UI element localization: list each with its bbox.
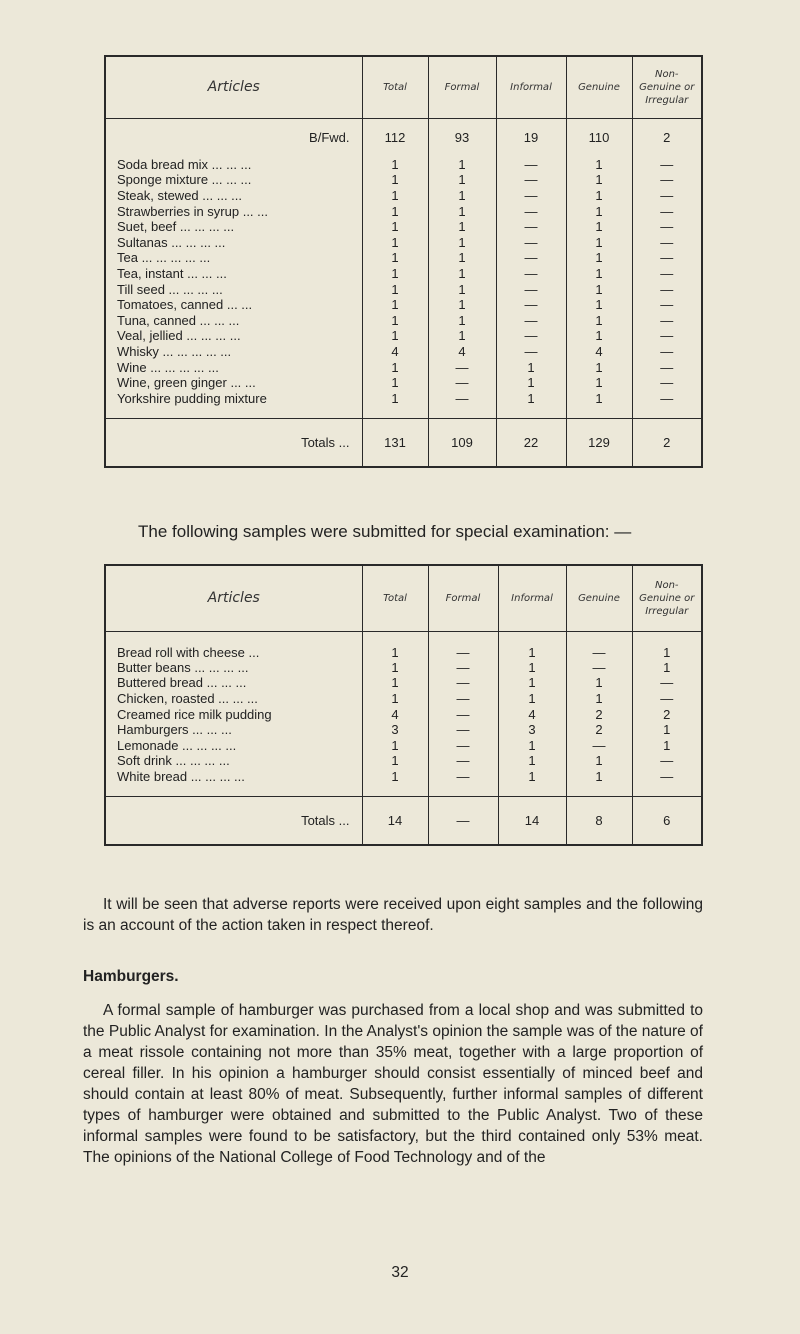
cell-article: Buttered bread ... ... ... [117, 675, 247, 691]
cell-informal: — [496, 312, 566, 328]
cell-total: 1 [362, 188, 428, 204]
cell-total: 3 [362, 722, 428, 738]
spacer-cell [362, 784, 428, 797]
cell-informal: 1 [498, 675, 566, 691]
cell-genuine: — [566, 631, 632, 660]
cell-total: 1 [362, 234, 428, 250]
cell-article: Strawberries in syrup ... ... [117, 203, 268, 219]
cell-article: Sultanas ... ... ... ... [117, 234, 226, 250]
table-row [105, 359, 702, 375]
spacer-cell [566, 406, 632, 419]
cell-total: 1 [362, 250, 428, 266]
cell-total: 4 [362, 706, 428, 722]
cell-genuine: 1 [566, 359, 632, 375]
cell-informal: 1 [498, 691, 566, 707]
cell-informal: 22 [496, 419, 566, 468]
cell-genuine: 1 [566, 266, 632, 282]
cell-nongenuine: 1 [632, 722, 702, 738]
cell-genuine: 1 [566, 219, 632, 235]
cell-genuine: 1 [566, 188, 632, 204]
cell-total: 1 [362, 172, 428, 188]
cell-genuine: 1 [566, 312, 632, 328]
cell-nongenuine: 2 [632, 419, 702, 468]
cell-total: 1 [362, 675, 428, 691]
cell-genuine: 2 [566, 706, 632, 722]
cell-nongenuine: — [632, 266, 702, 282]
cell-article: Tea, instant ... ... ... [117, 265, 227, 281]
cell-formal: — [428, 722, 498, 738]
table-row [105, 769, 702, 785]
cell-total: 14 [362, 797, 428, 846]
cell-informal: — [496, 266, 566, 282]
cell-genuine: 1 [566, 691, 632, 707]
cell-informal: 1 [498, 737, 566, 753]
table-row [105, 328, 702, 344]
cell-informal: — [496, 234, 566, 250]
cell-formal: — [428, 797, 498, 846]
cell-formal: 1 [428, 203, 496, 219]
cell-nongenuine: — [632, 769, 702, 785]
cell-label: Totals ... [105, 797, 362, 846]
spacer-cell [428, 784, 498, 797]
spacer-cell [632, 784, 702, 797]
cell-article: Soda bread mix ... ... ... [117, 156, 252, 172]
cell-informal: — [496, 281, 566, 297]
cell-genuine: 4 [566, 344, 632, 360]
cell-formal: 109 [428, 419, 496, 468]
cell-article: Till seed ... ... ... ... [117, 281, 223, 297]
adverse-reports-paragraph: It will be seen that adverse reports were received upon eight samples and the following is an account of the action taken in respect thereof. [83, 896, 703, 934]
cell-total: 1 [362, 203, 428, 219]
cell-formal: 4 [428, 344, 496, 360]
table-row [105, 691, 702, 707]
cell-total: 1 [362, 297, 428, 313]
table-row [105, 675, 702, 691]
cell-total: 1 [362, 375, 428, 391]
cell-genuine: 1 [566, 328, 632, 344]
col-header-formal: Formal [428, 565, 498, 631]
cell-total: 1 [362, 390, 428, 406]
cell-genuine: 1 [566, 297, 632, 313]
cell-formal: — [428, 390, 496, 406]
table-row [105, 312, 702, 328]
cell-nongenuine: — [632, 691, 702, 707]
special-examination-table [104, 564, 703, 846]
cell-formal: 1 [428, 312, 496, 328]
cell-genuine: 129 [566, 419, 632, 468]
cell-article: Tea ... ... ... ... ... [117, 250, 211, 266]
cell-nongenuine: — [632, 219, 702, 235]
cell-genuine: — [566, 737, 632, 753]
cell-nongenuine: — [632, 328, 702, 344]
cell-nongenuine: 1 [632, 631, 702, 660]
spacer-cell [498, 784, 566, 797]
cell-formal: 1 [428, 188, 496, 204]
page-number: 32 [391, 1264, 409, 1281]
cell-article: Hamburgers ... ... ... [117, 722, 232, 738]
cell-informal: 1 [496, 375, 566, 391]
cell-total: 1 [362, 691, 428, 707]
col-header-articles: Articles [105, 56, 362, 118]
cell-formal: 1 [428, 234, 496, 250]
col-header-genuine: Genuine [566, 565, 632, 631]
table-row [105, 660, 702, 676]
cell-nongenuine: — [632, 359, 702, 375]
cell-genuine: 110 [566, 118, 632, 157]
table-row [105, 753, 702, 769]
cell-formal: — [428, 706, 498, 722]
cell-article: Whisky ... ... ... ... ... [117, 343, 232, 359]
cell-total: 4 [362, 344, 428, 360]
cell-article: Veal, jellied ... ... ... ... [117, 328, 241, 344]
table-row [105, 737, 702, 753]
cell-informal: — [496, 297, 566, 313]
cell-formal: — [428, 769, 498, 785]
cell-nongenuine: — [632, 390, 702, 406]
cell-formal: — [428, 675, 498, 691]
cell-nongenuine: — [632, 312, 702, 328]
cell-total: 1 [362, 631, 428, 660]
cell-formal: 1 [428, 281, 496, 297]
cell-formal: 1 [428, 266, 496, 282]
table-header-row [105, 56, 702, 118]
cell-informal: 19 [496, 118, 566, 157]
cell-genuine: 1 [566, 753, 632, 769]
cell-genuine: 1 [566, 375, 632, 391]
cell-article: Soft drink ... ... ... ... [117, 753, 230, 769]
totals-row [105, 797, 702, 846]
cell-total: 1 [362, 266, 428, 282]
cell-informal: 1 [498, 660, 566, 676]
cell-article: Steak, stewed ... ... ... [117, 187, 242, 203]
cell-total: 1 [362, 312, 428, 328]
cell-article: Sponge mixture ... ... ... [117, 172, 252, 188]
cell-label: Totals ... [105, 419, 362, 468]
cell-nongenuine: — [632, 375, 702, 391]
cell-nongenuine: — [632, 188, 702, 204]
cell-total: 1 [362, 737, 428, 753]
cell-formal: — [428, 691, 498, 707]
table-row [105, 172, 702, 188]
cell-total: 1 [362, 157, 428, 173]
cell-article: Suet, beef ... ... ... ... [117, 219, 235, 235]
cell-formal: — [428, 375, 496, 391]
cell-formal: — [428, 631, 498, 660]
cell-nongenuine: 2 [632, 706, 702, 722]
cell-genuine: 1 [566, 172, 632, 188]
cell-total: 1 [362, 359, 428, 375]
table-row [105, 631, 702, 660]
table-row [105, 390, 702, 406]
col-header-articles: Articles [105, 565, 362, 631]
col-header-formal: Formal [428, 56, 496, 118]
cell-nongenuine: 6 [632, 797, 702, 846]
spacer-cell [632, 406, 702, 419]
cell-total: 1 [362, 219, 428, 235]
cell-formal: — [428, 359, 496, 375]
cell-nongenuine: — [632, 172, 702, 188]
cell-nongenuine: — [632, 344, 702, 360]
table-row [105, 219, 702, 235]
cell-nongenuine: — [632, 753, 702, 769]
cell-genuine: 1 [566, 203, 632, 219]
spacer-cell [105, 406, 362, 419]
spacer-cell [105, 784, 362, 797]
cell-label: B/Fwd. [309, 130, 350, 145]
cell-nongenuine: — [632, 297, 702, 313]
cell-informal: 1 [498, 753, 566, 769]
cell-total: 1 [362, 769, 428, 785]
cell-article: Wine, green ginger ... ... [117, 375, 256, 391]
cell-informal: — [496, 250, 566, 266]
table-header-row [105, 565, 702, 631]
brought-forward-row [105, 118, 702, 157]
table-row [105, 157, 702, 173]
cell-article: Wine ... ... ... ... ... [117, 359, 219, 375]
totals-row [105, 419, 702, 468]
col-header-total: Total [362, 56, 428, 118]
cell-article: Tomatoes, canned ... ... [117, 297, 253, 313]
cell-article: Tuna, canned ... ... ... [117, 312, 240, 328]
cell-total: 131 [362, 419, 428, 468]
col-header-nongenuine: Non- Genuine or Irregular [632, 56, 702, 118]
spacer-cell [428, 406, 496, 419]
cell-informal: 14 [498, 797, 566, 846]
cell-genuine: 1 [566, 157, 632, 173]
cell-informal: — [496, 328, 566, 344]
cell-article: White bread ... ... ... ... [117, 768, 245, 784]
cell-informal: 1 [496, 390, 566, 406]
cell-informal: — [496, 157, 566, 173]
table-row [105, 188, 702, 204]
table-body [105, 118, 702, 467]
col-header-informal: Informal [498, 565, 566, 631]
cell-nongenuine: 1 [632, 660, 702, 676]
cell-genuine: 8 [566, 797, 632, 846]
cell-informal: 1 [498, 631, 566, 660]
cell-nongenuine: — [632, 281, 702, 297]
cell-total: 1 [362, 753, 428, 769]
cell-article: Bread roll with cheese ... [117, 644, 260, 660]
spacer-cell [566, 784, 632, 797]
table-body [105, 631, 702, 845]
cell-formal: — [428, 660, 498, 676]
cell-informal: — [496, 203, 566, 219]
table-row [105, 203, 702, 219]
cell-informal: 3 [498, 722, 566, 738]
cell-genuine: 1 [566, 281, 632, 297]
cell-formal: 1 [428, 172, 496, 188]
cell-informal: — [496, 172, 566, 188]
cell-total: 1 [362, 281, 428, 297]
table-row [105, 706, 702, 722]
table-row [105, 250, 702, 266]
col-header-genuine: Genuine [566, 56, 632, 118]
cell-genuine: 2 [566, 722, 632, 738]
special-examination-intro: The following samples were submitted for special examination: — [138, 522, 632, 541]
cell-informal: — [496, 219, 566, 235]
table-row [105, 722, 702, 738]
section-heading-hamburgers: Hamburgers. [83, 968, 179, 985]
cell-nongenuine: — [632, 203, 702, 219]
cell-total: 1 [362, 328, 428, 344]
cell-article: Butter beans ... ... ... ... [117, 659, 249, 675]
spacer-cell [496, 406, 566, 419]
spacer-cell [362, 406, 428, 419]
cell-nongenuine: — [632, 157, 702, 173]
cell-informal: — [496, 188, 566, 204]
cell-nongenuine: 1 [632, 737, 702, 753]
cell-formal: — [428, 737, 498, 753]
cell-article: Yorkshire pudding mixture [117, 390, 267, 406]
table-row [105, 266, 702, 282]
cell-article: Creamed rice milk pudding [117, 706, 272, 722]
cell-article: Chicken, roasted ... ... ... [117, 690, 258, 706]
cell-nongenuine: — [632, 250, 702, 266]
cell-genuine: 1 [566, 769, 632, 785]
cell-genuine: 1 [566, 390, 632, 406]
hamburgers-paragraph: A formal sample of hamburger was purchased from a local shop and was submitted to the Public Analyst for examination. In the Analyst's opinion the sample was of the nature of a meat rissole containing not more than 35% meat, together with a large proportion of cereal filler. In his opinion a hamburger should consist essentially of minced beef and should contain at least 80% of meat. Subsequently, further informal samples of different types of hamburger were obtained and submitted to the Public Analyst. Two of these informal samples were found to be satisfactory, but the third contained only 53% meat. The opinions of the National College of Food Technology and of the [83, 1002, 703, 1166]
cell-genuine: 1 [566, 250, 632, 266]
cell-nongenuine: — [632, 675, 702, 691]
cell-formal: 1 [428, 297, 496, 313]
cell-article: Lemonade ... ... ... ... [117, 737, 237, 753]
cell-informal: — [496, 344, 566, 360]
table-row [105, 344, 702, 360]
col-header-total: Total [362, 565, 428, 631]
cell-total: 112 [362, 118, 428, 157]
spacer-row [105, 784, 702, 797]
col-header-informal: Informal [496, 56, 566, 118]
cell-formal: 1 [428, 250, 496, 266]
cell-total: 1 [362, 660, 428, 676]
cell-formal: — [428, 753, 498, 769]
cell-nongenuine: — [632, 234, 702, 250]
table-row [105, 375, 702, 391]
cell-formal: 1 [428, 219, 496, 235]
cell-formal: 1 [428, 157, 496, 173]
table-row [105, 234, 702, 250]
cell-informal: 1 [498, 769, 566, 785]
cell-genuine: 1 [566, 675, 632, 691]
cell-formal: 1 [428, 328, 496, 344]
samples-table [104, 55, 703, 468]
col-header-nongenuine: Non- Genuine or Irregular [632, 565, 702, 631]
cell-nongenuine: 2 [632, 118, 702, 157]
table-row [105, 281, 702, 297]
cell-informal: 4 [498, 706, 566, 722]
cell-genuine: 1 [566, 234, 632, 250]
cell-genuine: — [566, 660, 632, 676]
cell-informal: 1 [496, 359, 566, 375]
spacer-row [105, 406, 702, 419]
table-row [105, 297, 702, 313]
cell-formal: 93 [428, 118, 496, 157]
